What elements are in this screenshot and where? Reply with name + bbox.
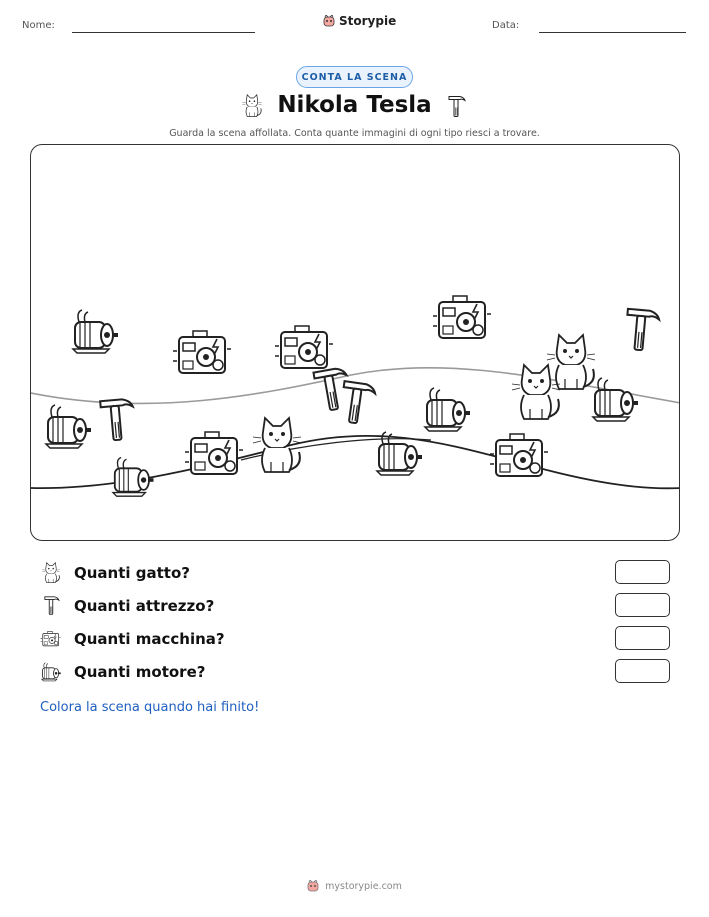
motor-icon [40,661,62,683]
coloring-note: Colora la scena quando hai finito! [40,700,260,715]
hammer-item [339,381,376,425]
page-title: Nikola Tesla [277,92,432,118]
instructions: Guarda la scena affollata. Conta quante immagini di ogni tipo riesci a trovare. [169,128,540,139]
question-row-cat [40,560,670,586]
hammer-icon [40,595,62,617]
hammer-item [100,398,135,441]
cat-item [512,365,560,419]
section-badge: CONTA LA SCENA [296,66,413,88]
question-text: Quanti gatto? [74,564,190,582]
site-url: mystorypie.com [325,880,402,892]
brand-name: Storypie [339,14,397,28]
motor-item [425,388,470,431]
date-field[interactable] [539,32,686,33]
answer-box-tool[interactable] [615,593,670,617]
question-text: Quanti macchina? [74,630,225,648]
question-row-machine [40,626,670,652]
question-row-tool [40,593,670,619]
machine-item [173,331,231,373]
scene-illustration [31,145,680,541]
hammer-icon [446,93,466,121]
question-row-motor [40,659,670,685]
name-label: Nome: [22,20,55,31]
machine-item [185,432,243,474]
brand-logo [323,14,396,28]
scene-frame [30,144,680,541]
cat-icon [40,562,62,584]
hammer-item [624,309,659,352]
motor-item [46,405,91,448]
name-field[interactable] [72,32,255,33]
storypie-logo-icon [323,15,335,27]
question-text: Quanti motore? [74,663,206,681]
motor-item [73,310,118,353]
machine-icon [40,628,62,650]
hammer-item [313,367,351,412]
motor-item [593,378,638,421]
machine-item [433,296,491,338]
machine-item [275,326,333,368]
machine-item [490,434,548,476]
answer-box-motor[interactable] [615,659,670,683]
motor-item [113,458,154,497]
answer-box-cat[interactable] [615,560,670,584]
date-label: Data: [492,20,520,31]
question-text: Quanti attrezzo? [74,597,215,615]
storypie-logo-icon [307,880,319,892]
answer-box-machine[interactable] [615,626,670,650]
footer-site [0,880,709,892]
